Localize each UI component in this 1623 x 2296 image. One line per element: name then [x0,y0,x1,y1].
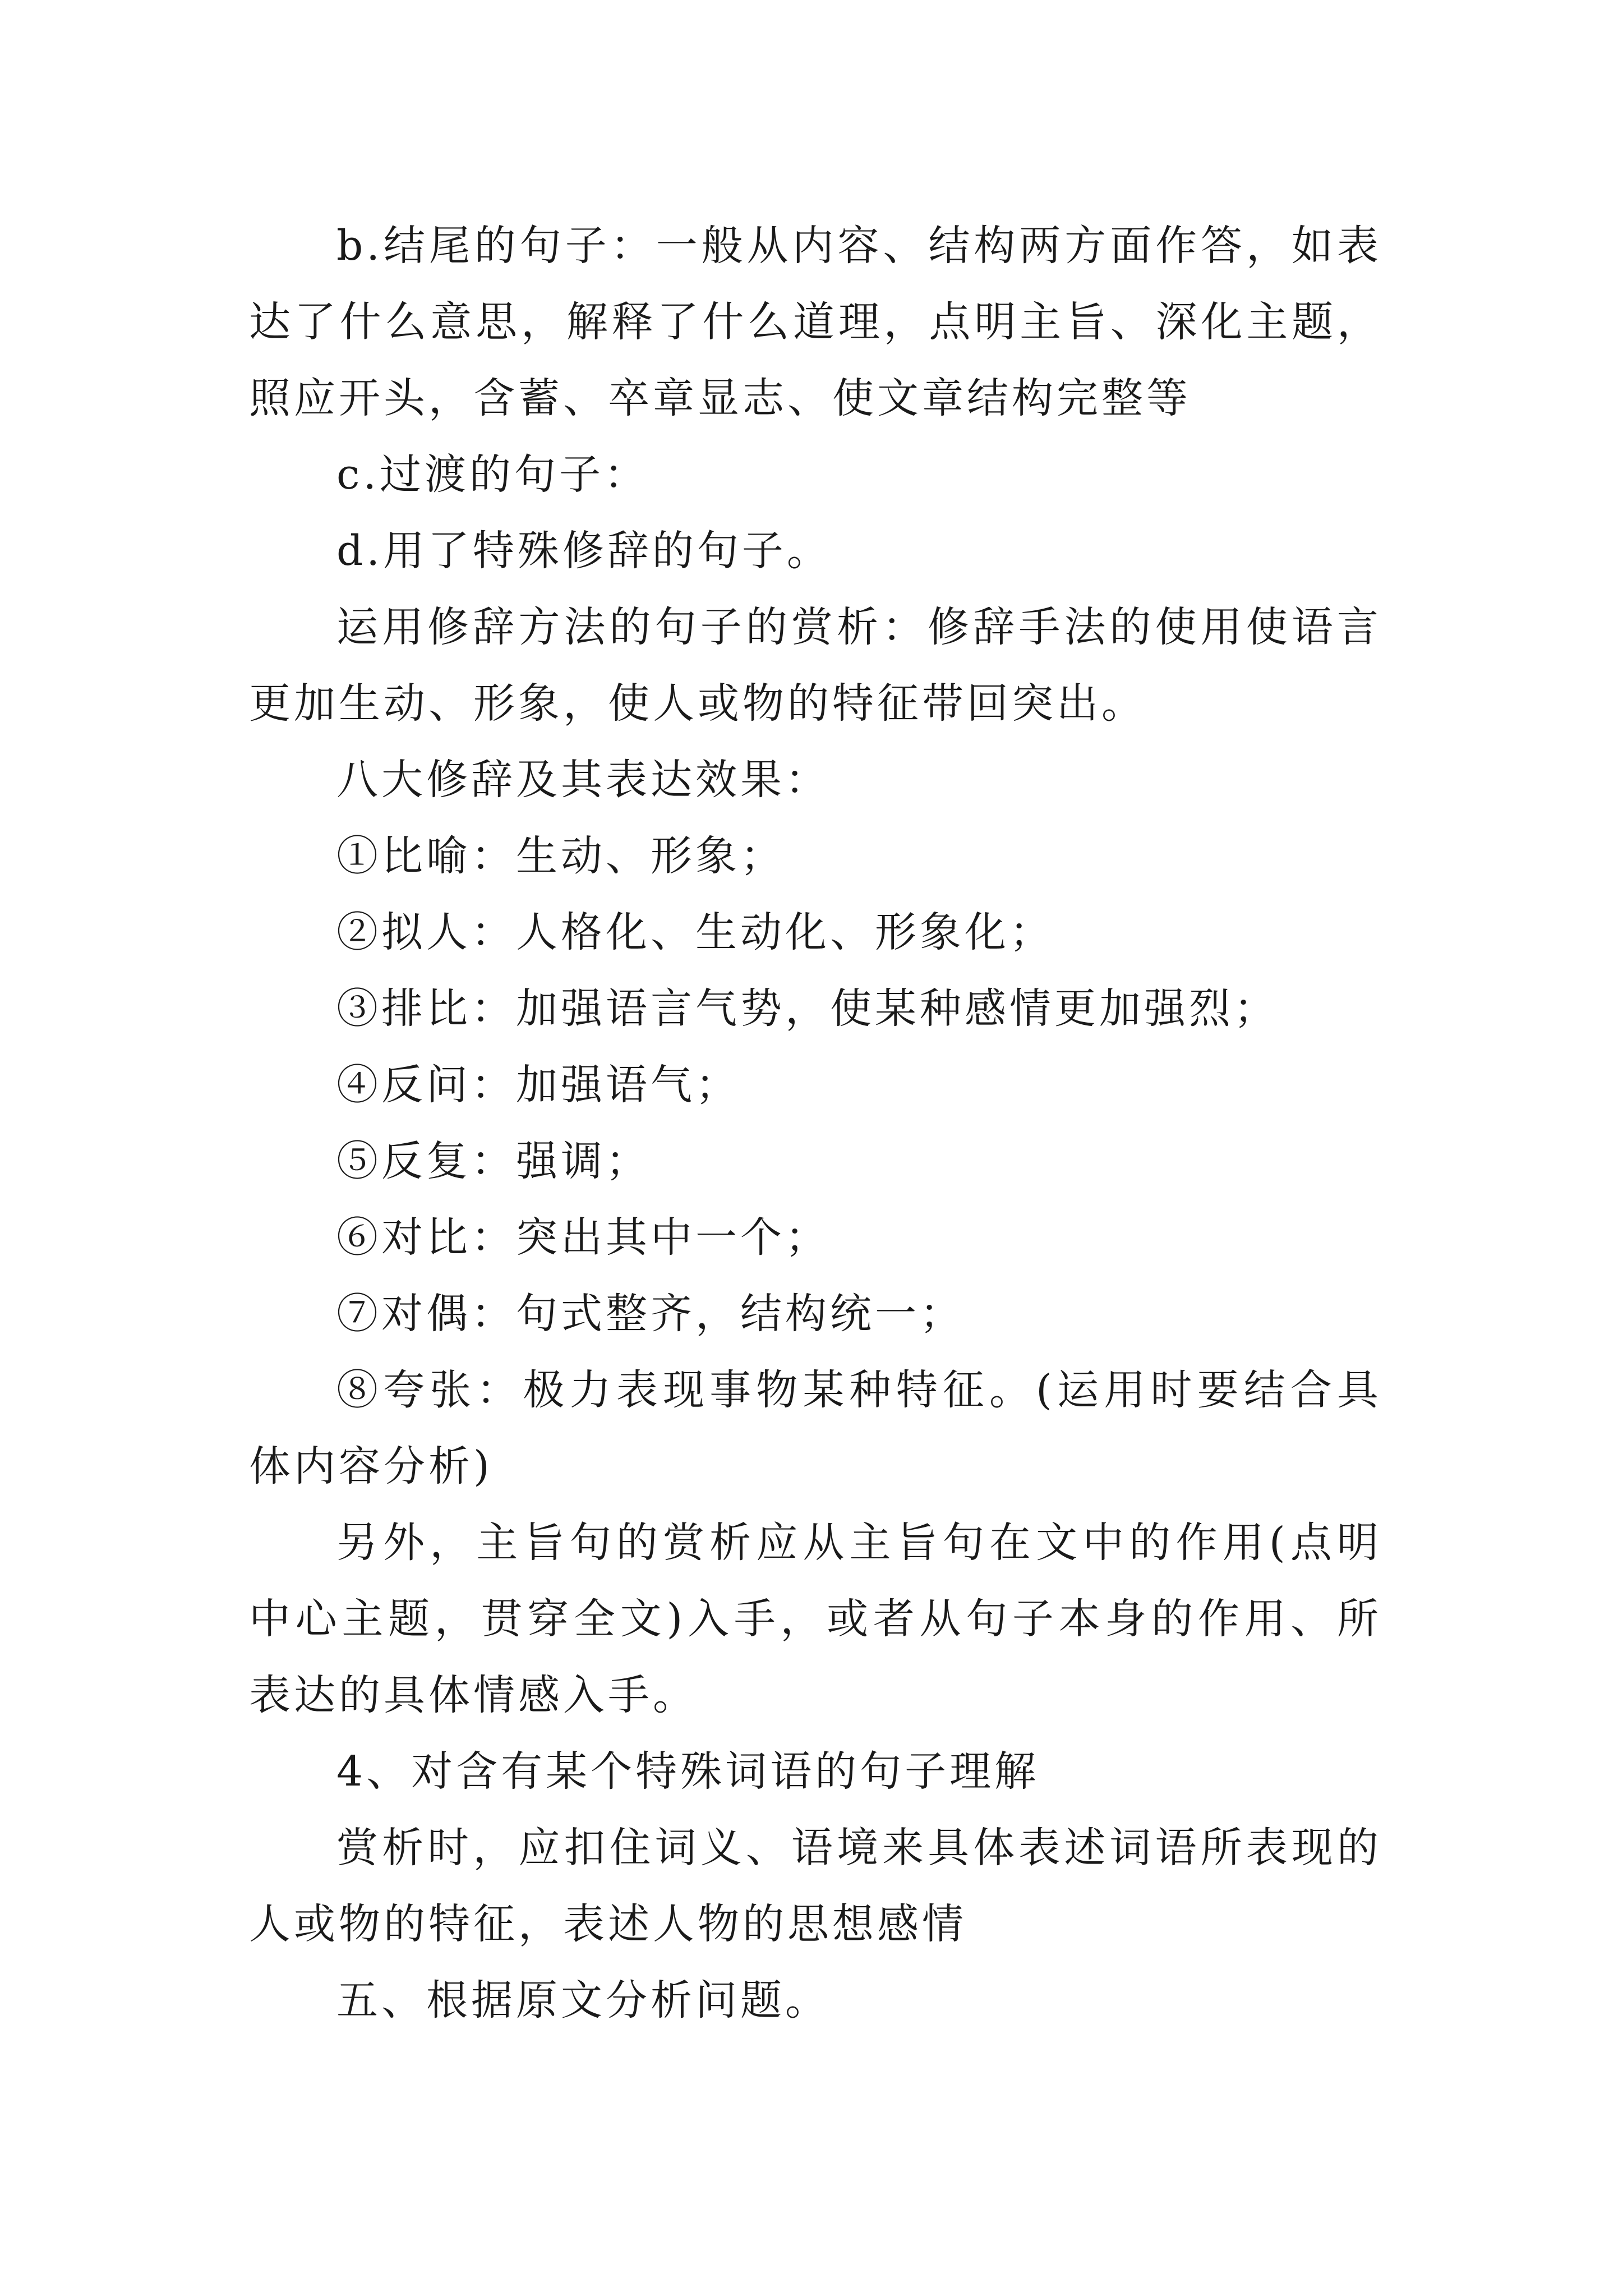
list-item-repetition: ⑤反复：强调； [336,1137,651,1185]
list-item-personification: ②拟人：人格化、生动化、形象化； [336,908,1054,956]
paragraph-special-word-heading: 4、对含有某个特殊词语的句子理解 [336,1747,1040,1796]
paragraph-section-five-heading: 五、根据原文分析问题。 [336,1976,830,2024]
list-item-hyperbole: ⑧夸张：极力表现事物某种特征。(运用时要结合具体内容分析) [249,1366,1382,1490]
paragraph-rhetoric-appreciation: 运用修辞方法的句子的赏析：修辞手法的使用使语言更加生动、形象，使人或物的特征带回突出。 [249,603,1382,728]
paragraph-theme-sentence: 另外，主旨句的赏析应从主旨句在文中的作用(点明中心主题，贯穿全文)入手，或者从句子本身的作用、所表达的具体情感入手。 [249,1519,1382,1719]
paragraph-eight-rhetoric-heading: 八大修辞及其表达效果： [336,756,830,804]
list-item-metaphor: ①比喻：生动、形象； [336,832,785,880]
list-item-antithesis: ⑦对偶：句式整齐，结构统一； [336,1290,965,1338]
list-item-parallelism: ③排比：加强语言气势，使某种感情更加强烈； [336,984,1279,1033]
list-item-contrast: ⑥对比：突出其中一个； [336,1213,830,1262]
paragraph-rhetoric-sentence: d.用了特殊修辞的句子。 [336,527,832,575]
paragraph-transition-sentence: c.过渡的句子： [336,450,649,499]
document-body [249,208,1382,2039]
list-item-rhetorical-question: ④反问：加强语气； [336,1061,740,1109]
paragraph-special-word-appreciation: 赏析时，应扣住词义、语境来具体表述词语所表现的人或物的特征，表述人物的思想感情 [249,1824,1382,1948]
paragraph-ending-sentence: b.结尾的句子：一般从内容、结构两方面作答，如表达了什么意思，解释了什么道理，点明主旨、深化主题，照应开头，含蓄、卒章显志、使文章结构完整等 [249,222,1382,422]
